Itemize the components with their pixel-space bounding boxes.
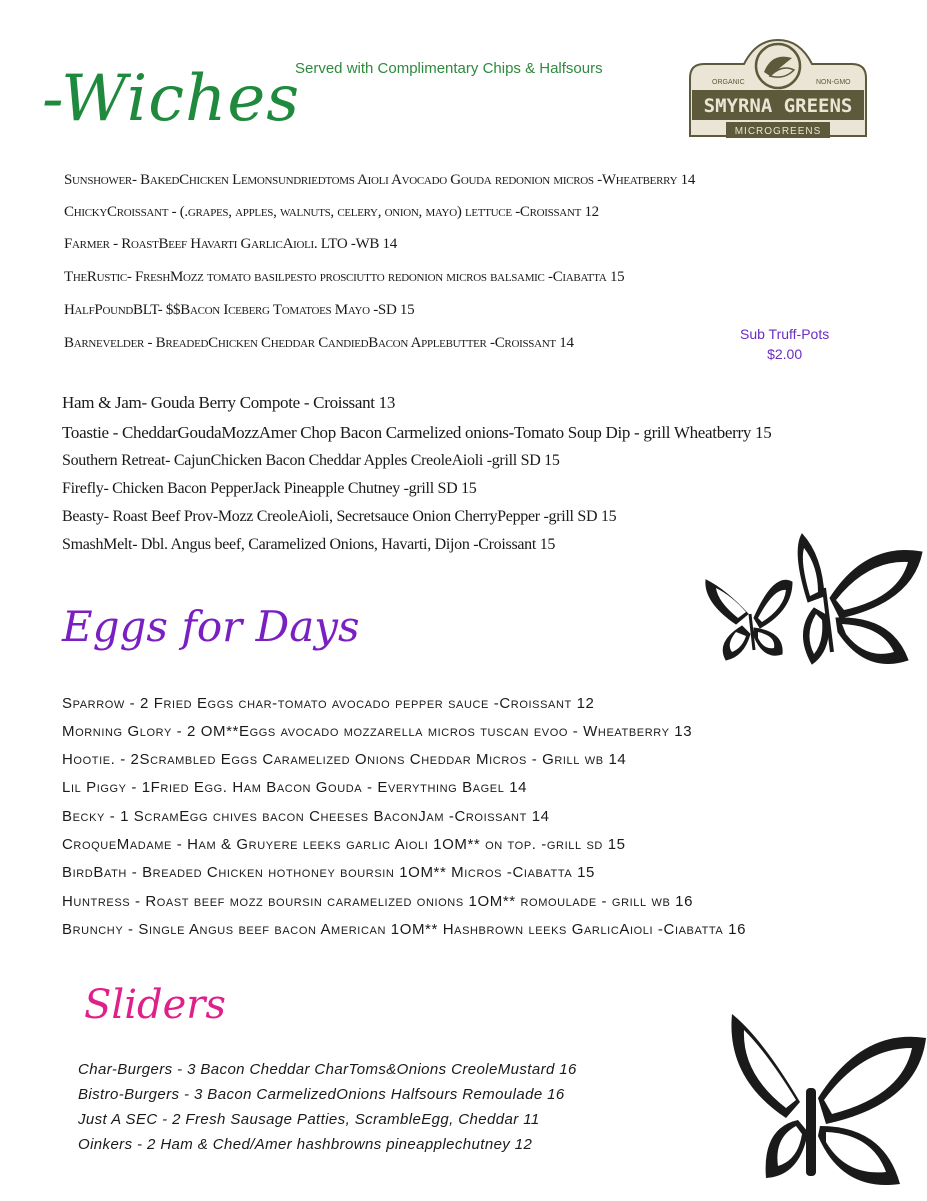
menu-item-hootie: Hootie. - 2Scrambled Eggs Caramelized Onions Cheddar Micros - Grill wb 14 [62, 751, 627, 768]
logo-nongmo-text: NON-GMO [816, 79, 851, 86]
menu-item-half-pound-blt: HalfPoundBLT- $$Bacon Iceberg Tomatoes Mayo -SD 15 [64, 302, 415, 318]
section-title-eggs: Eggs for Days [62, 602, 360, 651]
menu-item-chicky-croissant: ChickyCroissant - (.grapes, apples, walnuts, celery, onion, mayo) lettuce -Croissant 12 [64, 204, 599, 220]
menu-item-the-rustic: TheRustic- FreshMozz tomato basilpesto prosciutto redonion micros balsamic -Ciabatta 15 [64, 269, 625, 285]
sub-truff-label: Sub Truff-Pots [740, 326, 830, 342]
menu-item-oinkers: Oinkers - 2 Ham & Ched/Amer hashbrowns pineapplechutney 12 [78, 1136, 533, 1153]
menu-item-birdbath: BirdBath - Breaded Chicken hothoney boursin 1OM** Micros -Ciabatta 15 [62, 864, 595, 881]
logo-tagline-text: MICROGREENS [734, 126, 822, 137]
menu-item-morning-glory: Morning Glory - 2 OM**Eggs avocado mozzarella micros tuscan evoo - Wheatberry 13 [62, 723, 693, 740]
section-title-sliders: Sliders [84, 982, 226, 1028]
menu-item-farmer: Farmer - RoastBeef Havarti GarlicAioli. LTO -WB 14 [64, 236, 397, 252]
menu-item-ham-and-jam: Ham & Jam- Gouda Berry Compote - Croissant 13 [62, 393, 396, 412]
served-with-note: Served with Complimentary Chips & Halfsours [295, 60, 603, 77]
menu-item-smashmelt: SmashMelt- Dbl. Angus beef, Caramelized Onions, Havarti, Dijon -Croissant 15 [62, 536, 556, 553]
menu-item-southern-retreat: Southern Retreat- CajunChicken Bacon Cheddar Apples CreoleAioli -grill SD 15 [62, 452, 560, 469]
menu-item-sunshower: Sunshower- BakedChicken Lemonsundriedtoms Aioli Avocado Gouda redonion micros -Wheatberry 14 [64, 172, 696, 188]
menu-item-becky: Becky - 1 ScramEgg chives bacon Cheeses BaconJam -Croissant 14 [62, 808, 550, 825]
menu-item-barnevelder: Barnevelder - BreadedChicken Cheddar CandiedBacon Applebutter -Croissant 14 [64, 335, 574, 351]
smyrna-greens-logo [686, 36, 870, 144]
butterfly-icon [722, 1008, 927, 1196]
microgreens-logo-icon [686, 36, 870, 144]
menu-item-huntress: Huntress - Roast beef mozz boursin caramelized onions 1OM** romoulade - grill wb 16 [62, 893, 694, 910]
logo-organic-text: ORGANIC [712, 79, 745, 86]
menu-item-firefly: Firefly- Chicken Bacon PepperJack Pineapple Chutney -grill SD 15 [62, 480, 477, 497]
menu-item-toastie: Toastie - CheddarGoudaMozzAmer Chop Bacon Carmelized onions-Tomato Soup Dip - grill Wheatberry 15 [62, 423, 772, 442]
menu-item-char-burgers: Char-Burgers - 3 Bacon Cheddar CharToms&Onions CreoleMustard 16 [78, 1061, 577, 1078]
menu-item-just-a-sec: Just A SEC - 2 Fresh Sausage Patties, ScrambleEgg, Cheddar 11 [78, 1111, 540, 1128]
menu-item-brunchy: Brunchy - Single Angus beef bacon American 1OM** Hashbrown leeks GarlicAioli -Ciabatta 16 [62, 921, 747, 938]
menu-item-sparrow: Sparrow - 2 Fried Eggs char-tomato avocado pepper sauce -Croissant 12 [62, 695, 595, 712]
menu-item-lil-piggy: Lil Piggy - 1Fried Egg. Ham Bacon Gouda - Everything Bagel 14 [62, 779, 528, 796]
menu-item-beasty: Beasty- Roast Beef Prov-Mozz CreoleAioli, Secretsauce Onion CherryPepper -grill SD 15 [62, 508, 617, 525]
butterfly-pair-icon [696, 532, 927, 676]
logo-brand-text: SMYRNA GREENS [703, 95, 853, 117]
sub-truff-price: $2.00 [767, 346, 803, 362]
section-title-wiches: -Wiches [42, 62, 301, 136]
menu-item-bistro-burgers: Bistro-Burgers - 3 Bacon CarmelizedOnions Halfsours Remoulade 16 [78, 1086, 565, 1103]
sub-truff-pots-note [740, 324, 829, 364]
menu-item-croque-madame: CroqueMadame - Ham & Gruyere leeks garlic Aioli 1OM** on top. -grill sd 15 [62, 836, 626, 853]
